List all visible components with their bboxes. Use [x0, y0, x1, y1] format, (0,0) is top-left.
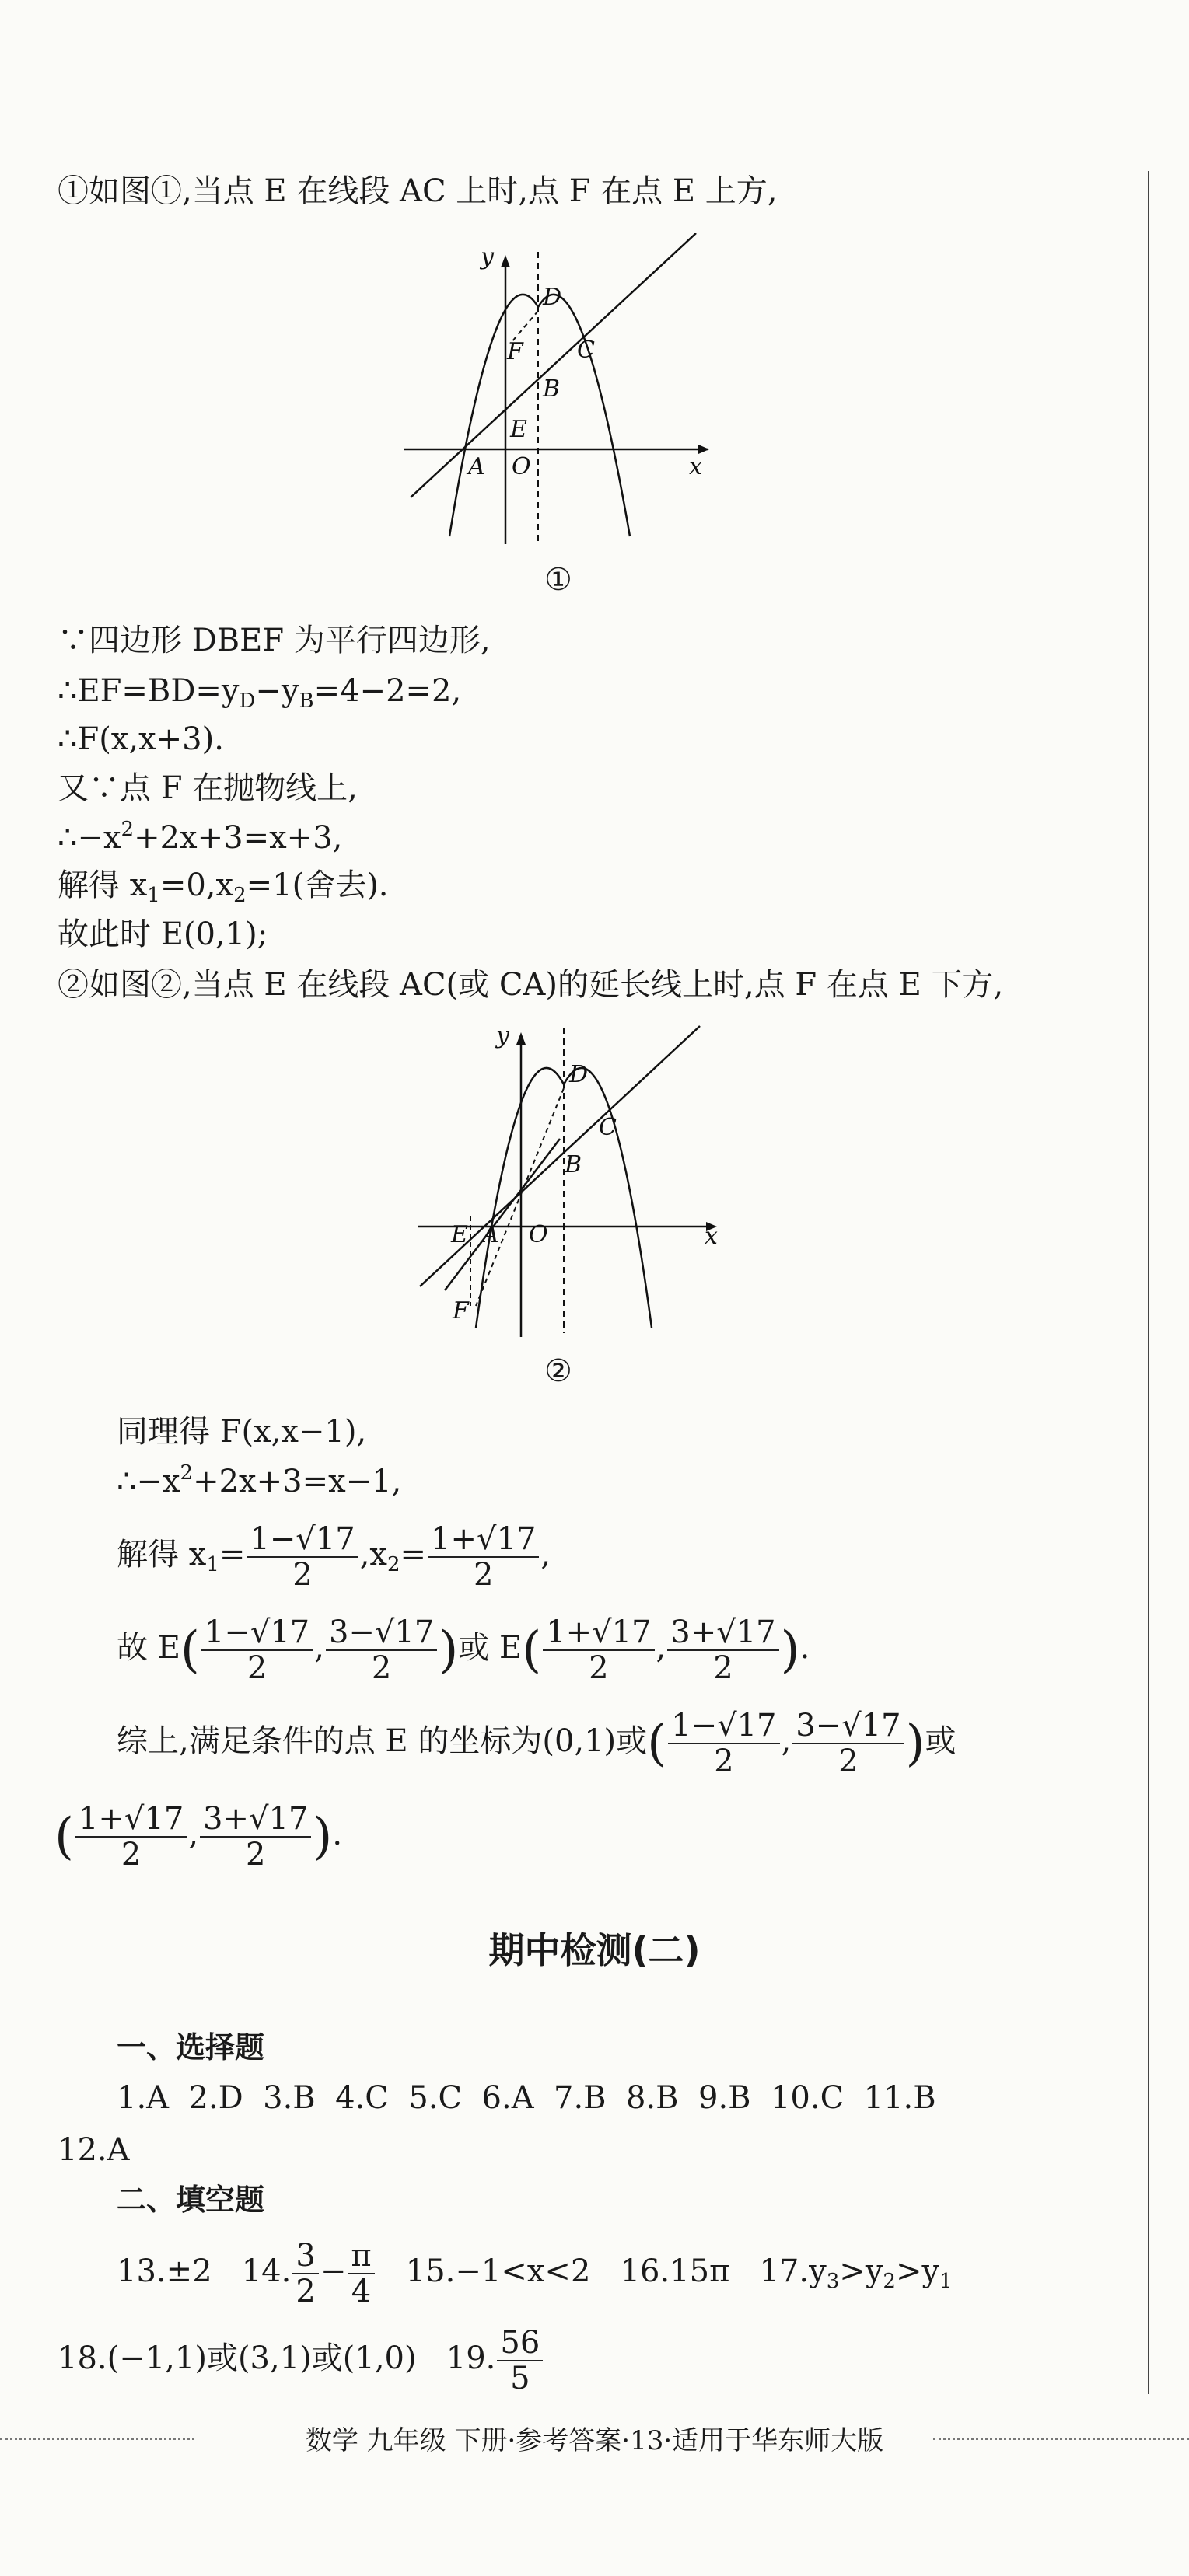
- case2-intro: ②如图②,当点 E 在线段 AC(或 CA)的延长线上时,点 F 在点 E 下方,: [58, 967, 1004, 1003]
- label-c: C: [599, 1114, 617, 1141]
- section-title: 期中检测(二): [488, 1929, 701, 1971]
- figure-2: [404, 1011, 731, 1337]
- case1-step6: 解得 $x_1=0,x_2=1$(舍去).: [58, 867, 389, 907]
- case1-step3: ∴F(x,x+3).: [58, 721, 224, 757]
- label-o: O: [512, 453, 531, 480]
- label-f: F: [507, 338, 523, 365]
- label-f: F: [453, 1297, 469, 1325]
- part1-answers-line1: 1.A 2.D 3.B 4.C 5.C 6.A 7.B 8.B 9.B 10.C 11.B: [117, 2080, 936, 2116]
- case2-conclusion: 故 E( $\frac{1-√17}{2}$ , $\frac{3-√17}{2}$ )或 E( $\frac{1+√17}{2}$ , $\frac{3+√17}{2}$ ).: [117, 1614, 810, 1686]
- page-footer: 数学 九年级 下册·参考答案·13·适用于华东师大版: [305, 2425, 884, 2456]
- label-b: B: [543, 375, 561, 403]
- figure-1-caption: ①: [544, 562, 572, 598]
- label-a: A: [468, 453, 485, 480]
- summary-line1: 综上,满足条件的点 E 的坐标为(0,1)或( $\frac{1-√17}{2}$ , $\frac{3-√17}{2}$ )或: [117, 1708, 956, 1779]
- label-d: D: [569, 1061, 589, 1088]
- parabola: [449, 295, 630, 536]
- part1-answers-line2: 12.A: [58, 2132, 130, 2168]
- line-ac: [411, 233, 696, 497]
- label-o: O: [529, 1221, 548, 1248]
- figure-1: [404, 233, 715, 544]
- label-d: D: [543, 284, 562, 311]
- case2-step2: $\therefore-x^2+2x+3=x-1$,: [117, 1461, 402, 1499]
- label-e: E: [510, 416, 527, 443]
- case2-step1: 同理得 F(x,x−1),: [117, 1414, 367, 1450]
- right-margin-rule: [1148, 171, 1149, 2394]
- case1-step5: $\therefore-x^2+2x+3=x+3$,: [58, 818, 343, 856]
- case1-step2: $\therefore EF=BD=y_D-y_B=4-2=2$,: [58, 673, 462, 713]
- label-y: y: [481, 243, 494, 271]
- case1-step4: 又∵点 F 在抛物线上,: [58, 770, 358, 806]
- label-x: x: [689, 453, 702, 480]
- part2-answers-line2: 18.(−1,1)或(3,1)或(1,0) 19. $\frac{56}{5}$: [58, 2326, 544, 2396]
- parallel-line: [445, 1139, 560, 1290]
- figure-2-caption: ②: [544, 1353, 572, 1389]
- y-axis-arrow: [516, 1032, 526, 1045]
- case1-step7: 故此时 E(0,1);: [58, 916, 268, 952]
- case2-solve: 解得 $x_1=$ $\frac{1-√17}{2}$ $,x_2=$ $\frac{1+√17}{2}$ ,: [117, 1521, 551, 1593]
- summary-line2: ( $\frac{1+√17}{2}$ , $\frac{3+√17}{2}$ ).: [54, 1801, 343, 1873]
- segment-df: [512, 311, 538, 342]
- label-e: E: [451, 1221, 468, 1248]
- segment-df: [476, 1088, 564, 1306]
- y-axis-arrow: [501, 255, 510, 267]
- case1-step1: ∵四边形 DBEF 为平行四边形,: [58, 623, 491, 658]
- label-a: A: [482, 1221, 499, 1248]
- part2-title: 二、填空题: [117, 2183, 265, 2217]
- label-x: x: [705, 1223, 718, 1250]
- part2-answers-line1: 13.±2 14. $\frac{3}{2}$ − $\frac{\pi}{4}$ 15.−1<x<2 16.15π $17.y_3>y_2>y_1$: [117, 2238, 953, 2309]
- part1-title: 一、选择题: [117, 2030, 265, 2065]
- label-b: B: [565, 1151, 582, 1178]
- label-c: C: [577, 337, 595, 364]
- case1-intro: ①如图①,当点 E 在线段 AC 上时,点 F 在点 E 上方,: [58, 173, 778, 209]
- label-y: y: [496, 1022, 509, 1049]
